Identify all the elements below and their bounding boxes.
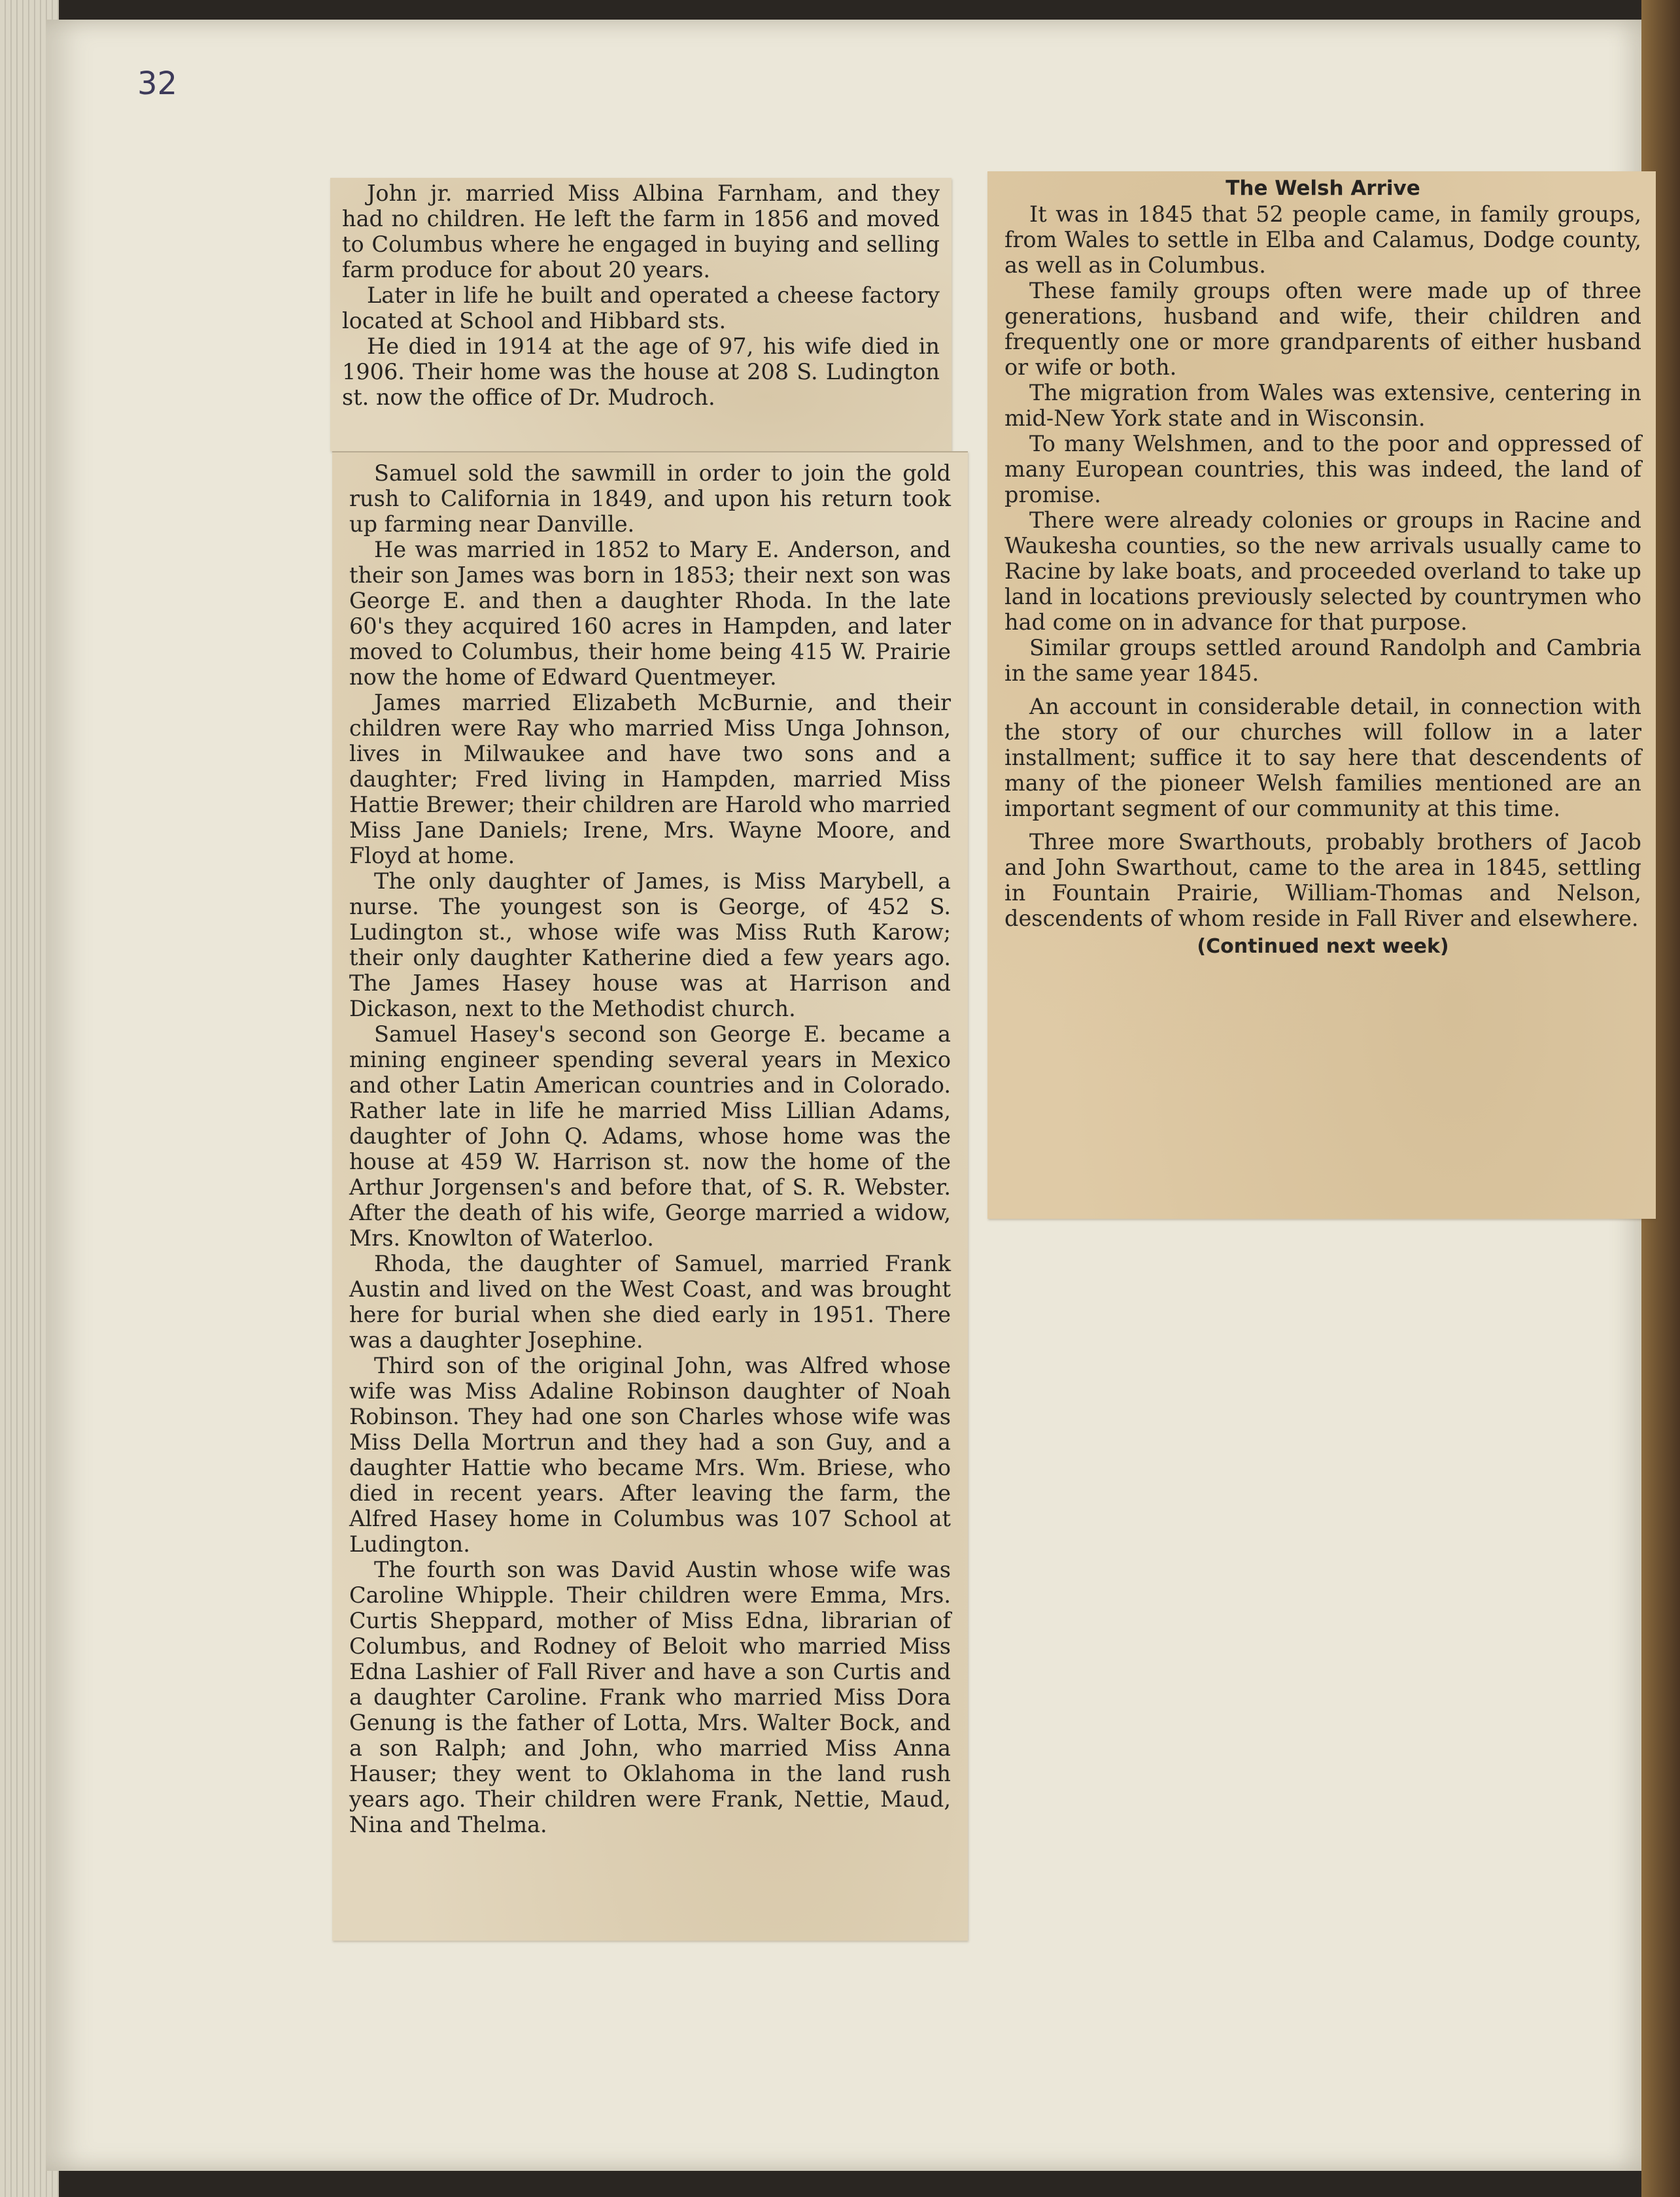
- page-number: 32: [137, 65, 178, 102]
- paragraph: Later in life he built and operated a cheese factory located at School and Hibbard sts.: [342, 282, 940, 333]
- spacer: [1004, 821, 1641, 829]
- paragraph: These family groups often were made up of three generations, husband and wife, their children and frequently one or more grandparents of either husband or wife or both.: [1004, 278, 1641, 380]
- paragraph: James married Elizabeth McBurnie, and their children were Ray who married Miss Unga Johnson, lives in Milwaukee and have two sons and a daughter; Fred living in Hampden, married Miss Hattie Brewer; their children are Harold who married Miss Jane Daniels; Irene, Mrs. Wayne Moore, and Floyd at home.: [349, 690, 951, 868]
- paragraph: Rhoda, the daughter of Samuel, married Frank Austin and lived on the West Coast, and was brought here for burial when she died early in 1951. There was a daughter Josephine.: [349, 1251, 951, 1353]
- main-clipping: [332, 451, 968, 1941]
- paragraph: He died in 1914 at the age of 97, his wife died in 1906. Their home was the house at 208 S. Ludington st. now the office of Dr. Mudroch.: [342, 333, 940, 410]
- paragraph: Samuel Hasey's second son George E. became a mining engineer spending several years in Mexico and other Latin American countries and in Colorado. Rather late in life he married Miss Lillian Adams, daughter of John Q. Adams, whose home was the house at 459 W. Harrison st. now the home of the Arthur Jorgensen's and before that, of S. R. Webster. After the death of his wife, George married a widow, Mrs. Knowlton of Waterloo.: [349, 1021, 951, 1251]
- paragraph: It was in 1845 that 52 people came, in family groups, from Wales to settle in Elba and Calamus, Dodge county, as well as in Columbus.: [1004, 201, 1641, 278]
- paragraph: Three more Swarthouts, probably brothers of Jacob and John Swarthout, came to the area in 1845, settling in Fountain Prairie, William-Thomas and Nelson, descendents of whom reside in Fall River and elsewhere.: [1004, 829, 1641, 931]
- paragraph: The fourth son was David Austin whose wife was Caroline Whipple. Their children were Emma, Mrs. Curtis Sheppard, mother of Miss Edna, librarian of Columbus, and Rodney of Beloit who married Miss Edna Lashier of Fall River and have a son Curtis and a daughter Caroline. Frank who married Miss Dora Genung is the father of Lotta, Mrs. Walter Bock, and a son Ralph; and John, who married Miss Anna Hauser; they went to Oklahoma in the land rush years ago. Their children were Frank, Nettie, Maud, Nina and Thelma.: [349, 1557, 951, 1837]
- paragraph: Similar groups settled around Randolph and Cambria in the same year 1845.: [1004, 635, 1641, 686]
- paragraph: He was married in 1852 to Mary E. Anderson, and their son James was born in 1853; their next son was George E. and then a daughter Rhoda. In the late 60's they acquired 160 acres in Hampden, and later moved to Columbus, their home being 415 W. Prairie now the home of Edward Quentmeyer.: [349, 537, 951, 690]
- paragraph: Samuel sold the sawmill in order to join the gold rush to California in 1849, and upon his return took up farming near Danville.: [349, 460, 951, 537]
- paragraph: The only daughter of James, is Miss Marybell, a nurse. The youngest son is George, of 452 S. Ludington st., whose wife was Miss Ruth Karow; their only daughter Katherine died a few years ago. The James Hasey house was at Harrison and Dickason, next to the Methodist church.: [349, 868, 951, 1021]
- paragraph: Third son of the original John, was Alfred whose wife was Miss Adaline Robinson daughter of Noah Robinson. They had one son Charles whose wife was Miss Della Mortrun and they had a son Guy, and a daughter Hattie who became Mrs. Wm. Briese, who died in recent years. After leaving the farm, the Alfred Hasey home in Columbus was 107 School at Ludington.: [349, 1353, 951, 1557]
- welsh-arrive-clipping: [987, 171, 1656, 1219]
- continued-notice: (Continued next week): [1197, 935, 1449, 958]
- spacer: [1004, 686, 1641, 694]
- paragraph: John jr. married Miss Albina Farnham, and they had no children. He left the farm in 1856 and moved to Columbus where he engaged in buying and selling farm produce for about 20 years.: [342, 180, 940, 282]
- paragraph: An account in considerable detail, in connection with the story of our churches will follow in a later installment; suffice it to say here that descendents of many of the pioneer Welsh families mentioned are an important segment of our community at this time.: [1004, 694, 1641, 821]
- paragraph: There were already colonies or groups in Racine and Waukesha counties, so the new arrivals usually came to Racine by lake boats, and proceeded overland to take up land in locations previously selected by countrymen who had come on in advance for that purpose.: [1004, 507, 1641, 635]
- paragraph: To many Welshmen, and to the poor and oppressed of many European countries, this was indeed, the land of promise.: [1004, 431, 1641, 507]
- article-heading: The Welsh Arrive: [1226, 177, 1420, 200]
- top-clipping: [330, 178, 951, 451]
- paragraph: The migration from Wales was extensive, centering in mid-New York state and in Wisconsin.: [1004, 380, 1641, 431]
